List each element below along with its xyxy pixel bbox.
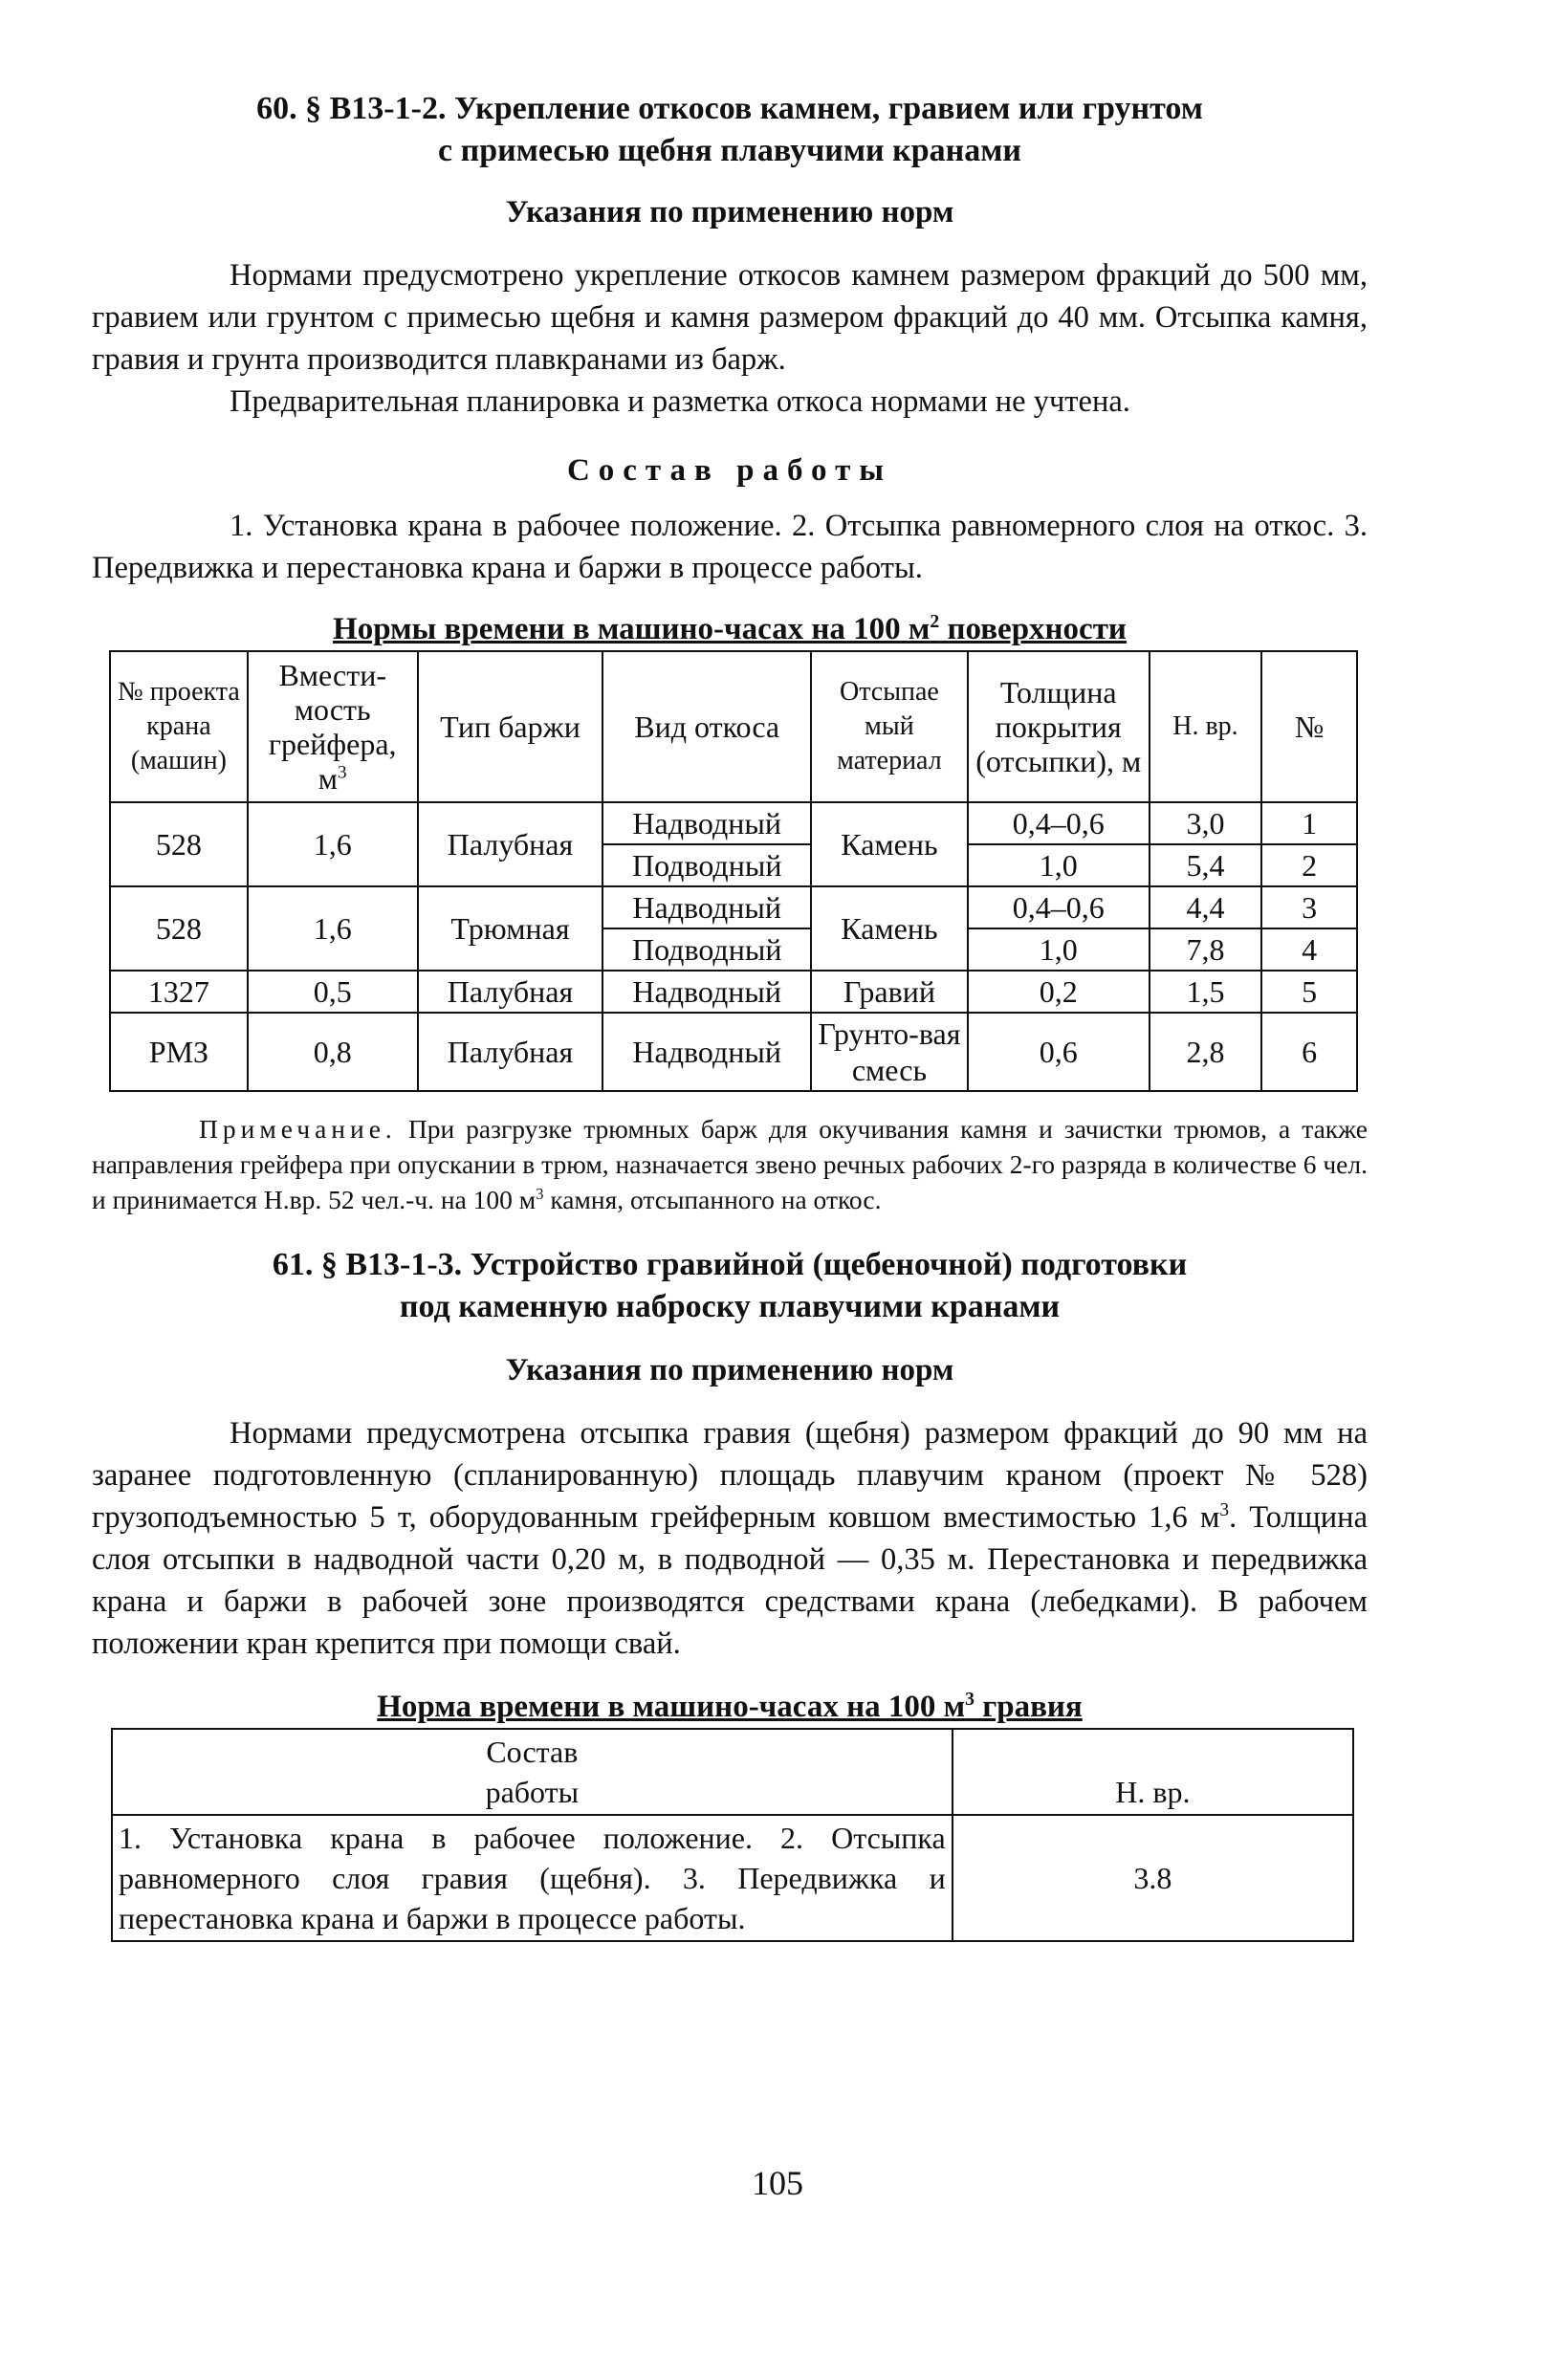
cell-norm: 1,5 [1150, 971, 1262, 1013]
cell-capacity: 1,6 [248, 886, 418, 971]
cell-crane: 528 [110, 886, 248, 971]
cell-crane: РМЗ [110, 1013, 248, 1091]
cell-no: 4 [1261, 928, 1357, 971]
note-end: камня, отсыпанного на откос. [543, 1185, 882, 1214]
header-capacity [248, 651, 418, 802]
table-row [112, 1815, 1353, 1941]
caption-text: Нормы времени в машино-часах на 100 м [333, 612, 931, 646]
cell-material: Гравий [811, 971, 968, 1013]
cell-material: Камень [811, 802, 968, 886]
cell-capacity: 0,5 [248, 971, 418, 1013]
section-61-paragraph-a: Нормами предусмотрена отсыпка гравия (щебня) размером фракций до 90 мм на заранее подготовленную (спланированную) площадь плавучим краном (проект № 528) грузоподъемностью 5 т, оборудованным грейферным ковшом вместимостью 1,6 м [92, 1416, 1368, 1535]
table-row [110, 886, 1357, 928]
header-row-no: № [1261, 651, 1357, 802]
section-60-title-line1: 60. § В13-1-2. Укрепление откосов камнем, гравием или грунтом [256, 91, 1203, 126]
cell-thickness: 0,4–0,6 [968, 802, 1150, 844]
cell-barge: Палубная [418, 971, 603, 1013]
header-slope-type: Вид откоса [602, 651, 811, 802]
cell-thickness: 0,4–0,6 [968, 886, 1150, 928]
section-60-work-text: 1. Установка крана в рабочее положение. 2. Отсыпка равномерного слоя на откос. 3. Передвижка и перестановка крана и баржи в процессе работы. [92, 509, 1368, 585]
caption-sup: 2 [930, 611, 940, 632]
cell-slope: Подводный [602, 928, 811, 971]
caption-text: Норма времени в машино-часах на 100 м [377, 1690, 966, 1724]
cell-no: 5 [1261, 971, 1357, 1013]
norms-table-61 [111, 1728, 1354, 1942]
cell-crane: 1327 [110, 971, 248, 1013]
cell-norm: 3,0 [1150, 802, 1262, 844]
note-text: При разгрузке трюмных барж для окучивания камня и зачистки трюмов, а также направления грейфера при опускании в трюм, назначается звено речных рабочих 2-го разряда в количестве 6 чел. и принимается Н.вр. 52 чел.-ч. на 100 м [92, 1114, 1368, 1214]
section-60-table-caption [92, 610, 1368, 648]
section-60-instructions-heading: Указания по применению норм [505, 195, 954, 229]
cell-no: 1 [1261, 802, 1357, 844]
section-61-paragraph-sup: 3 [1219, 1500, 1230, 1521]
table-header-row [112, 1729, 1353, 1815]
header-norm: Н. вр. [1150, 651, 1262, 802]
cell-thickness: 1,0 [968, 844, 1150, 886]
section-61-title [92, 1244, 1368, 1328]
section-60-paragraph-1: Нормами предусмотрено укрепление откосов камнем размером фракций до 500 мм, гравием или грунтом с примесью щебня и камня размером фракций до 40 мм. Отсыпка камня, гравия и грунта производится плавкранами из барж. [92, 258, 1368, 377]
section-61-title-line1: 61. § В13-1-3. Устройство гравийной (щебеночной) подготовки [272, 1247, 1188, 1282]
cell-capacity: 1,6 [248, 802, 418, 886]
table-row [110, 802, 1357, 844]
section-60-paragraph-2: Предварительная планировка и разметка откоса нормами не учтена. [230, 384, 1130, 419]
norms-table-60 [109, 650, 1358, 1092]
cell-norm: 4,4 [1150, 886, 1262, 928]
cell-thickness: 1,0 [968, 928, 1150, 971]
header-crane-no: № проекта крана (машин) [110, 651, 248, 802]
section-60-note [92, 1111, 1368, 1217]
section-60-work-heading: Состав работы [566, 453, 893, 488]
cell-slope: Надводный [602, 1013, 811, 1091]
cell-slope: Подводный [602, 844, 811, 886]
header-barge-type: Тип баржи [418, 651, 603, 802]
page-content [92, 88, 1368, 1942]
cell-no: 6 [1261, 1013, 1357, 1091]
caption-end: гравия [974, 1690, 1083, 1724]
cell-work-text: 1. Установка крана в рабочее положение. 2. Отсыпка равномерного слоя гравия (щебня). 3. Передвижка и перестановка крана и баржи в процессе работы. [112, 1815, 953, 1941]
cell-norm: 2,8 [1150, 1013, 1262, 1091]
cell-slope: Надводный [602, 802, 811, 844]
page-number: 105 [752, 2164, 803, 2202]
table-row [110, 971, 1357, 1013]
header-thickness: Толщина покрытия (отсыпки), м [968, 651, 1150, 802]
cell-barge: Трюмная [418, 886, 603, 971]
section-61-paragraph-b: . Толщина слоя отсыпки в надводной части 0,20 м, в подводной — 0,35 м. Перестановка и передвижка крана и баржи в рабочей зоне производятся средствами крана (лебедками). В рабочем положении кран крепится при помощи свай. [92, 1500, 1368, 1661]
note-sup: 3 [536, 1184, 544, 1203]
section-61-table-caption [92, 1688, 1368, 1726]
section-60-title [92, 88, 1368, 172]
table-header-row [110, 651, 1357, 802]
cell-barge: Палубная [418, 1013, 603, 1091]
cell-material: Грунто-вая смесь [811, 1013, 968, 1091]
cell-crane: 528 [110, 802, 248, 886]
section-60-title-line2: с примесью щебня плавучими кранами [438, 133, 1021, 168]
header-capacity-sup: 3 [338, 762, 347, 783]
caption-end: поверхности [939, 612, 1127, 646]
header-work [112, 1729, 953, 1815]
cell-slope: Надводный [602, 971, 811, 1013]
header-capacity-text: Вмести-мость грейфера, м [268, 658, 397, 796]
header-work-text: Состав работы [485, 1735, 580, 1809]
cell-no: 3 [1261, 886, 1357, 928]
note-label: Примечание. [199, 1114, 397, 1144]
cell-norm: 5,4 [1150, 844, 1262, 886]
cell-capacity: 0,8 [248, 1013, 418, 1091]
cell-barge: Палубная [418, 802, 603, 886]
table-row [110, 1013, 1357, 1091]
section-61-paragraph [92, 1412, 1368, 1665]
cell-norm-value: 3.8 [953, 1815, 1353, 1941]
header-norm: Н. вр. [953, 1729, 1353, 1815]
cell-material: Камень [811, 886, 968, 971]
cell-thickness: 0,2 [968, 971, 1150, 1013]
header-material: Отсыпае мый материал [811, 651, 968, 802]
section-61-instructions-heading: Указания по применению норм [505, 1353, 954, 1387]
section-61-title-line2: под каменную наброску плавучими кранами [399, 1289, 1061, 1324]
cell-thickness: 0,6 [968, 1013, 1150, 1091]
cell-norm: 7,8 [1150, 928, 1262, 971]
cell-no: 2 [1261, 844, 1357, 886]
caption-sup: 3 [965, 1689, 975, 1710]
cell-slope: Надводный [602, 886, 811, 928]
